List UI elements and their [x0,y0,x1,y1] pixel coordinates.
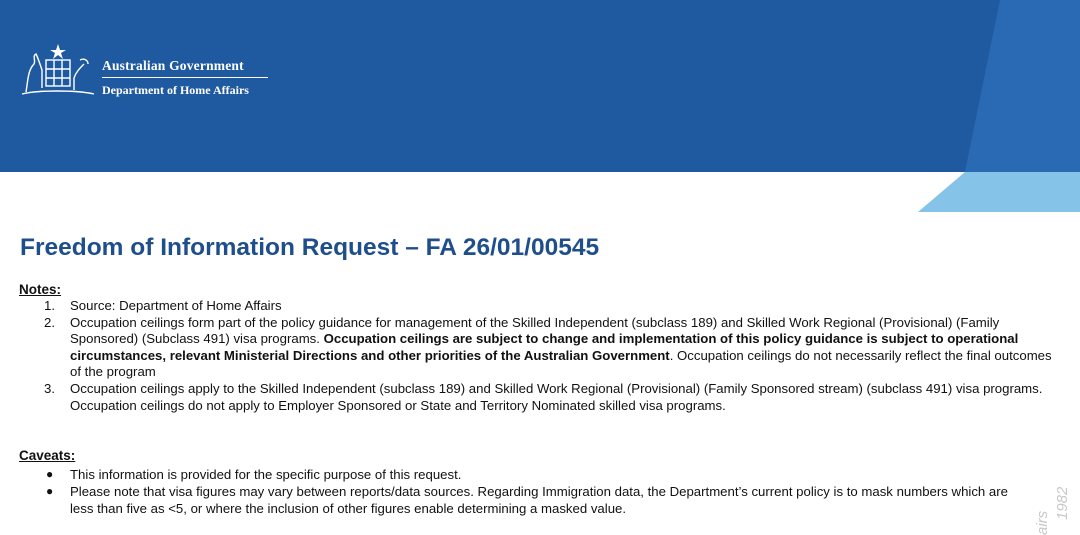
banner-background [0,0,1080,212]
bullet-icon: ● [46,467,54,481]
note-number: 3. [44,380,55,396]
notes-heading: Notes: [19,282,62,297]
caveat-item [20,483,1030,517]
watermark-text: airs [1034,510,1051,535]
side-watermark [1028,440,1080,535]
note-item [20,315,1060,381]
note-item [20,298,1060,315]
notes-list [20,298,1060,414]
note-text-bold: Occupation ceilings are subject to change and implementation of this policy guidance is subject to operational circumstances, relevant Ministerial Directions and other priorities of the Australian Government [70,331,1019,363]
caveat-item [20,466,1030,483]
caveat-text: This information is provided for the specific purpose of this request. [70,467,462,482]
caveats-list [20,466,1030,517]
header-banner [0,0,1080,212]
government-name: Australian Government [102,58,244,73]
note-number: 1. [44,298,55,313]
watermark-number: 1982 [1054,486,1071,520]
bullet-icon: ● [46,484,54,498]
document-title: Freedom of Information Request – FA 26/01/00545 [20,234,600,261]
note-number: 2. [44,314,55,330]
logo-divider [102,77,268,78]
note-text: . Occupation ceilings do not necessarily reflect the final outcomes of the program [70,347,1052,380]
note-text: Occupation ceilings form part of the policy guidance for management of the Skilled Independent (subclass 189) and Skilled Work Regional (Provisional) (Family Sponsored) (Subclass 491) visa programs. [70,314,1000,347]
caveats-heading: Caveats: [19,448,76,463]
department-name: Department of Home Affairs [102,83,249,97]
coat-of-arms-logo [18,42,96,100]
banner-light-blue-band [918,172,1080,212]
caveat-text: Please note that visa figures may vary between reports/data sources. Regarding Immigration data, the Department’s current policy is to mask numbers which are less than five as <5, or where the inclusion of other figures enable determining a masked value. [70,484,1008,516]
coat-of-arms-icon [18,42,96,100]
note-text: Source: Department of Home Affairs [70,298,282,313]
note-item [20,381,1060,414]
note-text: Occupation ceilings apply to the Skilled Independent (subclass 189) and Skilled Work Regional (Provisional) (Family Sponsored stream) (subclass 491) visa programs. Occupation ceilings do not apply to Employer Sponsored or State and Territory Nominated skilled visa programs. [70,380,1043,413]
